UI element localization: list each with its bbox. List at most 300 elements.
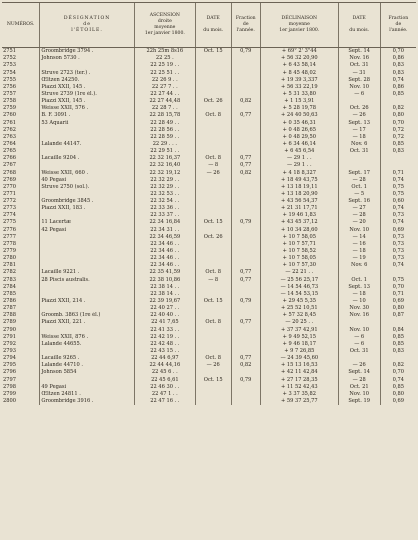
date-of-month-2: — 5: [338, 191, 380, 198]
date-of-month: [195, 369, 231, 376]
year-fraction-2: 0,85: [380, 141, 416, 148]
row-number: 2767: [3, 162, 16, 169]
star-designation: Piazzi XXII, 183 .: [40, 205, 135, 212]
row-number: 2779: [3, 248, 16, 255]
row-number: 2785: [3, 290, 16, 297]
star-designation: [40, 305, 135, 312]
table-row: [2, 341, 416, 348]
date-of-month-2: Nov. 10: [338, 84, 380, 91]
date-of-month: [195, 134, 231, 141]
row-number: 2769: [3, 176, 16, 183]
right-ascension: 22 28 56 . .: [134, 127, 195, 134]
right-ascension: 22 32 29 . .: [134, 177, 195, 184]
year-fraction-2: 0,69: [380, 227, 416, 234]
right-ascension: 22 44 6,97: [134, 355, 195, 362]
year-fraction-2: [380, 162, 416, 169]
year-fraction: [231, 55, 260, 62]
right-ascension: 22 28 7 . .: [134, 105, 195, 112]
date-of-month-2: Sept. 16: [338, 198, 380, 205]
year-fraction: 0,77: [231, 162, 260, 169]
year-fraction-2: 0,72: [380, 134, 416, 141]
date-of-month: — 26: [195, 362, 231, 369]
year-fraction: 0,77: [231, 355, 260, 362]
year-fraction: [231, 234, 260, 241]
table-row: [2, 148, 416, 155]
date-of-month-2: Nov. 16: [338, 55, 380, 62]
declination: + 59 37 25,77: [260, 398, 338, 405]
star-designation: Lacaille 9221 .: [40, 269, 135, 276]
table-row: [2, 141, 416, 148]
star-designation: [40, 241, 135, 248]
date-of-month: [195, 191, 231, 198]
catalog-page: [2, 2, 416, 538]
year-fraction: [231, 326, 260, 333]
year-fraction: [231, 84, 260, 91]
star-designation: 53 Aquarii: [40, 119, 135, 126]
table-row: [2, 369, 416, 376]
declination: — 14 54 53,15: [260, 291, 338, 298]
date-of-month: [195, 127, 231, 134]
date-of-month-2: [338, 269, 380, 276]
date-of-month-2: Nov. 10: [338, 227, 380, 234]
table-row: [2, 105, 416, 112]
row-number: 2797: [3, 376, 16, 383]
star-designation: [40, 284, 135, 291]
declination: + 25 52 10,51: [260, 305, 338, 312]
right-ascension: 22h 25m 8s16: [134, 48, 195, 56]
year-fraction-2: [380, 155, 416, 162]
year-fraction-2: [380, 269, 416, 276]
year-fraction-2: 0,75: [380, 191, 416, 198]
row-number: 2786: [3, 298, 16, 305]
table-row: [2, 184, 416, 191]
date-of-month-2: Sept. 14: [338, 48, 380, 56]
right-ascension: 22 40 27 . .: [134, 305, 195, 312]
year-fraction: 0,79: [231, 376, 260, 383]
year-fraction-2: 0,70: [380, 48, 416, 56]
year-fraction: 0,77: [231, 155, 260, 162]
table-row: [2, 298, 416, 305]
star-designation: [40, 134, 135, 141]
date-of-month: Oct. 15: [195, 376, 231, 383]
date-of-month: [195, 348, 231, 355]
right-ascension: 22 25 .: [134, 55, 195, 62]
date-of-month: Oct. 8: [195, 319, 231, 326]
star-designation: [40, 262, 135, 269]
row-number: 2757: [3, 90, 16, 97]
date-of-month: [195, 227, 231, 234]
year-fraction: 0,77: [231, 269, 260, 276]
year-fraction: [231, 384, 260, 391]
year-fraction: [231, 177, 260, 184]
year-fraction-2: 0,74: [380, 262, 416, 269]
date-of-month: Oct. 15: [195, 219, 231, 226]
date-of-month: Oct. 8: [195, 155, 231, 162]
row-number: 2772: [3, 198, 16, 205]
date-of-month: [195, 334, 231, 341]
declination: + 10 34 28,60: [260, 227, 338, 234]
year-fraction-2: 0,86: [380, 84, 416, 91]
star-designation: Struve 2723 (ter.) .: [40, 69, 135, 76]
date-of-month-2: — 18: [338, 134, 380, 141]
date-of-month-2: Nov. 16: [338, 312, 380, 319]
declination: + 42 11 42,84: [260, 369, 338, 376]
declination: + 15 13 16,53: [260, 362, 338, 369]
row-number: 2788: [3, 312, 16, 319]
year-fraction: [231, 248, 260, 255]
table-row: [2, 234, 416, 241]
star-designation: [40, 62, 135, 69]
right-ascension: 22 29 . . .: [134, 141, 195, 148]
date-of-month: [195, 177, 231, 184]
star-designation: Piazzi XXII, 221 .: [40, 319, 135, 326]
header-date: DATE du mois.: [195, 3, 231, 48]
right-ascension: 22 34 46,59: [134, 234, 195, 241]
year-fraction-2: 0,60: [380, 198, 416, 205]
year-fraction: [231, 184, 260, 191]
year-fraction: [231, 77, 260, 84]
table-row: [2, 398, 416, 405]
right-ascension: 22 29 51 . .: [134, 148, 195, 155]
table-row: [2, 77, 416, 84]
year-fraction-2: 0,75: [380, 184, 416, 191]
right-ascension: 22 28 15,78: [134, 112, 195, 119]
year-fraction-2: 0,69: [380, 398, 416, 405]
row-number: 2754: [3, 69, 16, 76]
declination: + 21 31 17,71: [260, 205, 338, 212]
year-fraction-2: 0,80: [380, 305, 416, 312]
star-designation: [40, 376, 135, 383]
table-row: [2, 227, 416, 234]
date-of-month: [195, 284, 231, 291]
declination: — 20 25 . .: [260, 319, 338, 326]
table-row: [2, 284, 416, 291]
date-of-month-2: [338, 98, 380, 105]
table-row: [2, 169, 416, 176]
table-row: [2, 91, 416, 98]
date-of-month: [195, 384, 231, 391]
year-fraction: 0,79: [231, 219, 260, 226]
year-fraction: [231, 127, 260, 134]
row-number: 2759: [3, 105, 16, 112]
declination: + 5 28 19,78: [260, 105, 338, 112]
row-number: 2764: [3, 140, 16, 147]
table-row: [2, 219, 416, 226]
table-row: [2, 255, 416, 262]
declination: + 10 7 58,05: [260, 255, 338, 262]
year-fraction: [231, 227, 260, 234]
star-designation: Groombridge 3794 .: [40, 48, 135, 56]
year-fraction-2: 0,75: [380, 277, 416, 284]
right-ascension: 22 38 14 . .: [134, 291, 195, 298]
row-number: 2776: [3, 226, 16, 233]
date-of-month: Oct. 8: [195, 269, 231, 276]
date-of-month-2: — 20: [338, 219, 380, 226]
right-ascension: 22 32 16,37: [134, 155, 195, 162]
star-designation: [40, 255, 135, 262]
declination: + 13 18 20,90: [260, 191, 338, 198]
date-of-month-2: Oct. 1: [338, 277, 380, 284]
year-fraction-2: 0,73: [380, 234, 416, 241]
row-number: 2755: [3, 76, 16, 83]
year-fraction: [231, 141, 260, 148]
right-ascension: 22 34 46 . .: [134, 248, 195, 255]
date-of-month-2: Sept. 28: [338, 77, 380, 84]
right-ascension: 22 27 44 . .: [134, 91, 195, 98]
star-designation: [40, 212, 135, 219]
table-row: [2, 62, 416, 69]
declination: + 4 18 8,327: [260, 169, 338, 176]
date-of-month: [195, 69, 231, 76]
date-of-month-2: — 26: [338, 112, 380, 119]
date-of-month-2: Nov. 6: [338, 262, 380, 269]
date-of-month-2: — 28: [338, 376, 380, 383]
date-of-month-2: Oct. 1: [338, 184, 380, 191]
table-row: [2, 305, 416, 312]
star-catalog-table: [2, 2, 416, 405]
year-fraction-2: 0,85: [380, 334, 416, 341]
right-ascension: 22 46 30 . .: [134, 384, 195, 391]
date-of-month-2: Oct. 31: [338, 348, 380, 355]
year-fraction: [231, 241, 260, 248]
row-number: 2778: [3, 240, 16, 247]
year-fraction-2: 0,84: [380, 326, 416, 333]
table-row: [2, 291, 416, 298]
table-row: [2, 84, 416, 91]
row-number: 2775: [3, 219, 16, 226]
date-of-month: Oct. 26: [195, 98, 231, 105]
row-number: 2782: [3, 269, 16, 276]
star-designation: Œltzen 24250.: [40, 77, 135, 84]
date-of-month-2: — 28: [338, 212, 380, 219]
year-fraction-2: 0,70: [380, 119, 416, 126]
row-number: 2758: [3, 98, 16, 105]
right-ascension: 22 33 36 . .: [134, 205, 195, 212]
declination: + 10 7 58,05: [260, 234, 338, 241]
star-designation: Weisse XXII, 660 .: [40, 169, 135, 176]
star-designation: [40, 191, 135, 198]
table-row: [2, 277, 416, 284]
row-number: 2792: [3, 340, 16, 347]
right-ascension: 22 33 37 . .: [134, 212, 195, 219]
row-number: 2798: [3, 383, 16, 390]
table-row: [2, 355, 416, 362]
year-fraction: [231, 205, 260, 212]
row-number: 2790: [3, 326, 16, 333]
date-of-month: [195, 141, 231, 148]
year-fraction-2: 0,85: [380, 384, 416, 391]
row-number: 2774: [3, 212, 16, 219]
declination: + 6 45 6,54: [260, 148, 338, 155]
star-designation: Weisse XXII, 876 .: [40, 334, 135, 341]
right-ascension: 22 34 46 . .: [134, 241, 195, 248]
header-numero: NUMÉROS.: [2, 3, 40, 48]
year-fraction-2: 0,73: [380, 248, 416, 255]
star-designation: [40, 148, 135, 155]
date-of-month-2: Sept. 13: [338, 284, 380, 291]
right-ascension: 22 32 19,12: [134, 169, 195, 176]
year-fraction-2: 0,80: [380, 391, 416, 398]
date-of-month: [195, 241, 231, 248]
star-designation: 49 Pegasi: [40, 384, 135, 391]
row-number: 2791: [3, 333, 16, 340]
row-number: 2763: [3, 133, 16, 140]
date-of-month-2: Oct. 31: [338, 148, 380, 155]
declination: + 18 49 43,75: [260, 177, 338, 184]
right-ascension: 22 26 9 . .: [134, 77, 195, 84]
declination: + 56 32 20,90: [260, 55, 338, 62]
star-designation: [40, 127, 135, 134]
year-fraction: [231, 91, 260, 98]
year-fraction: [231, 284, 260, 291]
right-ascension: 22 45 6 . .: [134, 369, 195, 376]
declination: — 24 39 45,60: [260, 355, 338, 362]
year-fraction: [231, 198, 260, 205]
row-number: 2777: [3, 233, 16, 240]
row-number: 2794: [3, 355, 16, 362]
table-row: [2, 162, 416, 169]
year-fraction-2: 0,85: [380, 341, 416, 348]
declination: — 29 1 . .: [260, 155, 338, 162]
date-of-month-2: — 6: [338, 91, 380, 98]
table-row: [2, 312, 416, 319]
table-row: [2, 98, 416, 105]
date-of-month: [195, 255, 231, 262]
year-fraction-2: 0,83: [380, 348, 416, 355]
star-designation: 40 Pegasi: [40, 177, 135, 184]
date-of-month-2: Nov. 10: [338, 326, 380, 333]
year-fraction: 0,77: [231, 319, 260, 326]
year-fraction-2: [380, 319, 416, 326]
header-fraction: Fraction de l'année.: [231, 3, 260, 48]
declination: + 56 33 22,19: [260, 84, 338, 91]
year-fraction: [231, 148, 260, 155]
declination: + 19 39 3,337: [260, 77, 338, 84]
right-ascension: 22 27 7 . .: [134, 84, 195, 91]
star-designation: Piazzi XXII, 214 .: [40, 298, 135, 305]
year-fraction-2: 0,73: [380, 255, 416, 262]
year-fraction: [231, 119, 260, 126]
right-ascension: 22 38 10,86: [134, 277, 195, 284]
year-fraction: [231, 391, 260, 398]
year-fraction: 0,79: [231, 48, 260, 56]
star-designation: Johnson 5854: [40, 369, 135, 376]
date-of-month: [195, 262, 231, 269]
date-of-month-2: — 26: [338, 362, 380, 369]
row-number: 2751: [3, 48, 16, 55]
year-fraction-2: 0,80: [380, 112, 416, 119]
star-designation: 11 Lacertæ: [40, 219, 135, 226]
right-ascension: 22 38 14 . .: [134, 284, 195, 291]
table-row: [2, 241, 416, 248]
star-designation: B. F. 3091 .: [40, 112, 135, 119]
year-fraction: 0,77: [231, 112, 260, 119]
date-of-month-2: Sept. 19: [338, 398, 380, 405]
date-of-month: [195, 84, 231, 91]
date-of-month-2: — 14: [338, 234, 380, 241]
date-of-month-2: Sept. 13: [338, 119, 380, 126]
right-ascension: 22 32 29 . .: [134, 184, 195, 191]
year-fraction-2: 0,70: [380, 284, 416, 291]
year-fraction: [231, 212, 260, 219]
star-designation: Johnson 5730 .: [40, 55, 135, 62]
date-of-month: [195, 55, 231, 62]
date-of-month: Oct. 8: [195, 355, 231, 362]
right-ascension: 22 34 46 . .: [134, 255, 195, 262]
year-fraction-2: 0,83: [380, 69, 416, 76]
declination: + 13 18 19,11: [260, 184, 338, 191]
star-designation: [40, 326, 135, 333]
row-number: 2781: [3, 262, 16, 269]
header-row: [2, 3, 416, 48]
table-row: [2, 55, 416, 62]
row-number: 2752: [3, 55, 16, 62]
date-of-month-2: — 6: [338, 341, 380, 348]
row-number: 2768: [3, 169, 16, 176]
right-ascension: 22 27 44,48: [134, 98, 195, 105]
date-of-month: [195, 341, 231, 348]
year-fraction-2: [380, 355, 416, 362]
date-of-month-2: Oct. 21: [338, 384, 380, 391]
date-of-month-2: — 31: [338, 69, 380, 76]
declination: + 57 32 8,45: [260, 312, 338, 319]
year-fraction: [231, 69, 260, 76]
year-fraction: 0,82: [231, 169, 260, 176]
year-fraction-2: 0,74: [380, 376, 416, 383]
date-of-month-2: Sept. 17: [338, 169, 380, 176]
table-row: [2, 262, 416, 269]
date-of-month-2: Oct. 31: [338, 62, 380, 69]
date-of-month-2: — 19: [338, 255, 380, 262]
star-designation: Lacaille 9265 .: [40, 355, 135, 362]
star-designation: Lalande 44655.: [40, 341, 135, 348]
year-fraction: [231, 305, 260, 312]
table-row: [2, 248, 416, 255]
year-fraction-2: 0,74: [380, 219, 416, 226]
row-number: 2800: [3, 398, 16, 404]
date-of-month-2: Nov. 10: [338, 391, 380, 398]
year-fraction: [231, 291, 260, 298]
declination: + 27 17 28,35: [260, 376, 338, 383]
star-designation: Piazzi XXII, 145 .: [40, 84, 135, 91]
catalog-rows: [2, 48, 416, 406]
table-row: [2, 212, 416, 219]
right-ascension: 22 28 59 . .: [134, 134, 195, 141]
declination: + 0 48 29,50: [260, 134, 338, 141]
row-number: 2780: [3, 255, 16, 262]
row-number: 2765: [3, 148, 16, 155]
date-of-month: [195, 212, 231, 219]
row-number: 2795: [3, 362, 16, 369]
right-ascension: 22 34 46 . .: [134, 262, 195, 269]
star-designation: 28 Piscis australis.: [40, 277, 135, 284]
table-row: [2, 376, 416, 383]
header-designation: DÉSIGNATION de l'ÉTOILE.: [40, 3, 135, 48]
year-fraction: [231, 312, 260, 319]
row-number: 2766: [3, 155, 16, 162]
declination: + 37 37 42,91: [260, 326, 338, 333]
right-ascension: 22 34 16,84: [134, 219, 195, 226]
right-ascension: 22 40 40 . .: [134, 312, 195, 319]
table-row: [2, 155, 416, 162]
year-fraction: [231, 369, 260, 376]
year-fraction-2: 0,83: [380, 148, 416, 155]
date-of-month-2: — 16: [338, 241, 380, 248]
header-declinaison: DÉCLINAISON moyenne 1er janvier 1800.: [260, 3, 338, 48]
right-ascension: 22 44 44,16: [134, 362, 195, 369]
right-ascension: 22 42 19 . .: [134, 334, 195, 341]
table-row: [2, 69, 416, 76]
